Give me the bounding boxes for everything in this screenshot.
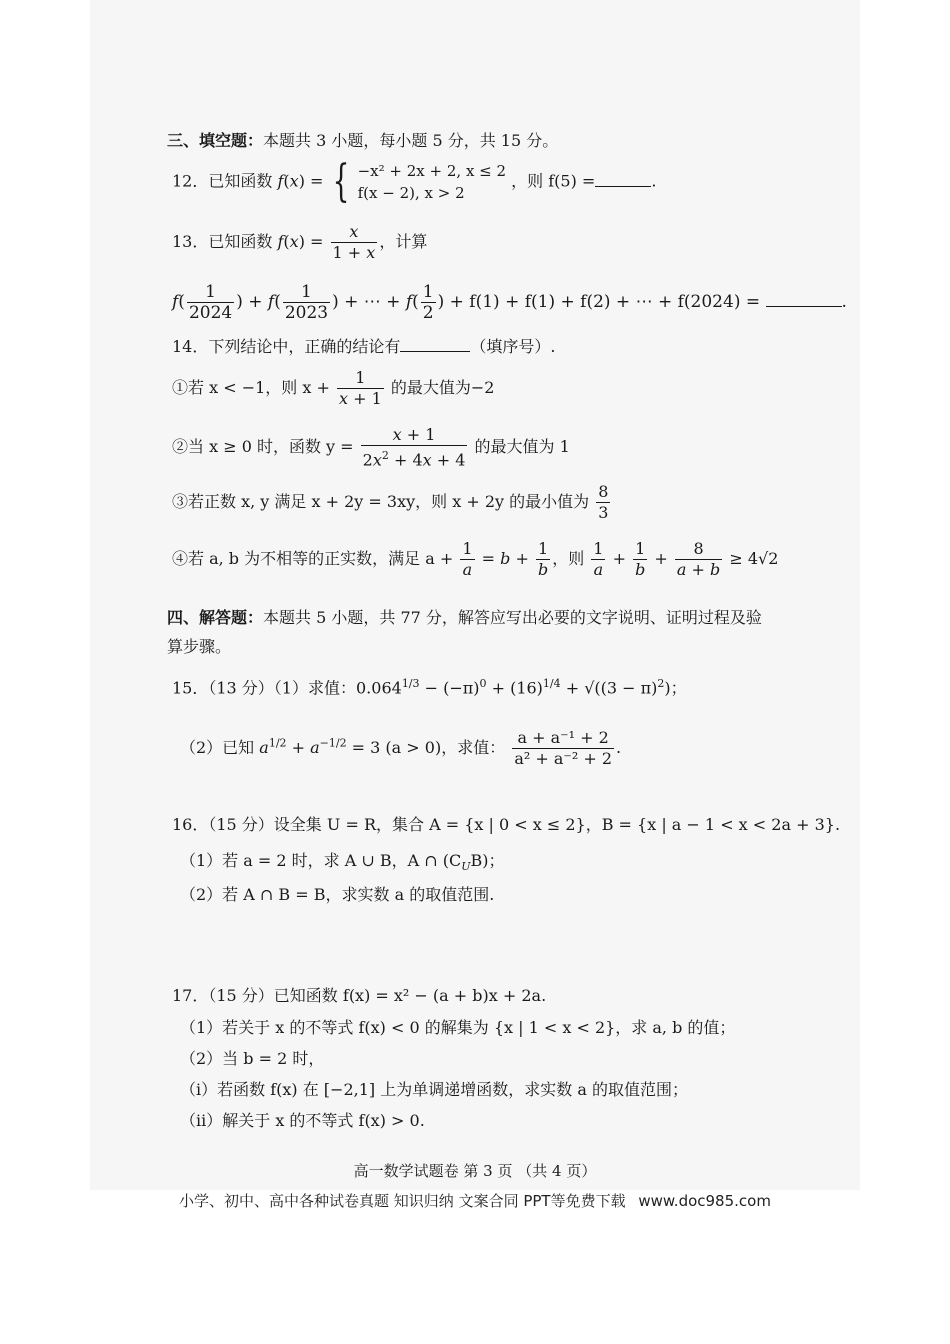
question-17-part2-i: （i）若函数 f(x) 在 [−2,1] 上为单调递增函数，求实数 a 的取值范围； [180, 1080, 688, 1099]
question-17-part1: （1）若关于 x 的不等式 f(x) < 0 的解集为 {x | 1 < x < 2}，求 a, b 的值； [180, 1018, 736, 1037]
question-13-sum: f( $\frac{1}{2024}$ ) + f( $\frac{1}{2023}$ ) + ⋯ + f( $\frac{1}{2}$ ) + f(1) + f(1) + f(2) + ⋯ + f(2024) = . [172, 282, 847, 323]
question-12: 12．已知函数 f(x) = { −x² + 2x + 2, x ≤ 2 f(x − 2), x > 2 ，则 f(5) = . [172, 156, 657, 207]
statement-4: ④若 a, b 为不相等的正实数，满足 a + $\frac{1}{a}$ = b + $\frac{1}{b}$ ，则 $\frac{1}{a}$ + $\frac{1}{b}$ + $\frac{8}{a + b}$ ≥ 4√2 [172, 539, 779, 579]
piecewise-cases: −x² + 2x + 2, x ≤ 2 f(x − 2), x > 2 [357, 162, 507, 202]
question-17: 17．（15 分）已知函数 f(x) = x² − (a + b)x + 2a. [172, 986, 547, 1005]
page-footer: 高一数学试题卷 第 3 页 （共 4 页） [353, 1162, 597, 1180]
question-15-part2: （2）已知 $a^{1/2} + a^{-1/2} = 3$ (a > 0)，求值： $\frac{\text{a + a⁻¹ + 2}}{\text{a² + a⁻² + 2}}$ . [180, 728, 622, 768]
question-17-part2: （2）当 b = 2 时， [180, 1049, 325, 1068]
question-16-part2: （2）若 A ∩ B = B，求实数 a 的取值范围. [180, 885, 495, 904]
fraction: $\frac{x}{1 + x}$ [332, 222, 376, 262]
source-link[interactable]: www.doc985.com [638, 1192, 771, 1210]
question-17-part2-ii: （ii）解关于 x 的不等式 f(x) > 0. [180, 1111, 425, 1130]
question-16-part1: （1）若 a = 2 时，求 A ∪ B，A ∩ $(C_UB)$； [180, 851, 505, 874]
source-text: 小学、初中、高中各种试卷真题 知识归纳 文案合同 PPT等免费下载 [179, 1192, 626, 1210]
statement-3: ③若正数 x, y 满足 x + 2y = 3xy，则 x + 2y 的最小值为 $\frac{8}{3}$ [172, 482, 609, 522]
answer-blank [595, 172, 651, 187]
question-15-part1: 15．（13 分）（1）求值：$0.064^{1/3} - (-\pi)^0 + (16)^{1/4} + √((3 - \pi)^2)$； [172, 677, 687, 698]
left-brace-icon: { [332, 156, 349, 207]
question-13: 13．已知函数 f(x) = $\frac{x}{1 + x}$ ，计算 [172, 222, 428, 262]
section4-heading: 四、解答题：本题共 5 小题，共 77 分，解答应写出必要的文字说明、证明过程及验 [167, 608, 762, 627]
source-line [0, 1190, 950, 1211]
question-16: 16．（15 分）设全集 U = R，集合 A = {x | 0 < x ≤ 2}，B = {x | a − 1 < x < 2a + 3}. [172, 815, 841, 834]
question-14: 14．下列结论中，正确的结论有 （填序号）. [172, 337, 556, 356]
statement-1: ①若 x < −1，则 x + $\frac{1}{x + 1}$ 的最大值为−2 [172, 368, 495, 408]
section4-heading-cont: 算步骤。 [167, 637, 232, 656]
section3-heading: 三、填空题：本题共 3 小题，每小题 5 分，共 15 分。 [167, 131, 559, 150]
statement-2: ②当 x ≥ 0 时，函数 y = $\frac{x + 1}{2x^2 + 4x + 4}$ 的最大值为 1 [172, 425, 570, 470]
answer-blank [400, 337, 470, 352]
fraction: $\frac{\text{a + a⁻¹ + 2}}{\text{a² + a⁻² + 2}}$ [514, 728, 612, 768]
answer-blank [766, 292, 842, 307]
